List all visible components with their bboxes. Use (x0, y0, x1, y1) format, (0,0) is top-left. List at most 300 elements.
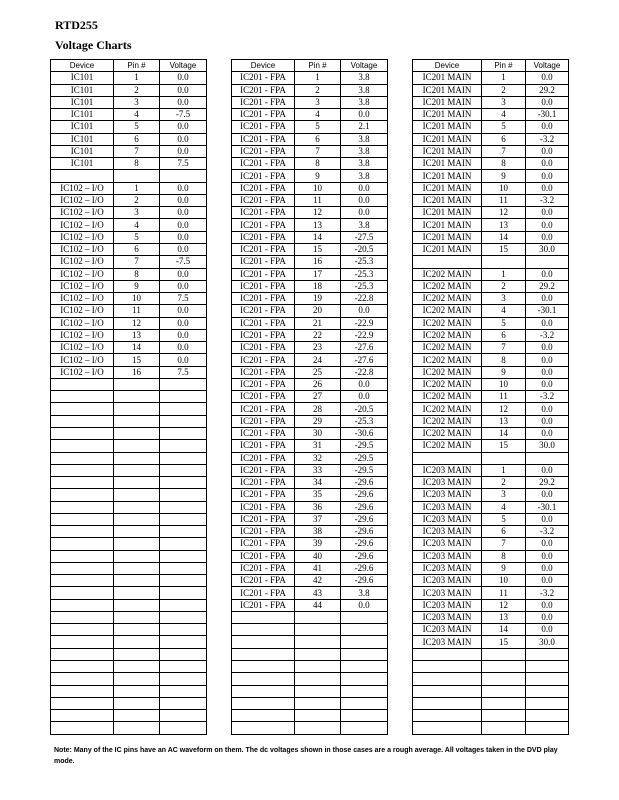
voltage-cell: 0.0 (160, 280, 207, 292)
pin-cell: 3 (114, 96, 160, 108)
pin-cell: 5 (482, 317, 526, 329)
table-row (51, 501, 207, 513)
voltage-cell: -30.6 (341, 427, 388, 439)
device-cell (51, 501, 114, 513)
voltage-cell: -29.6 (341, 489, 388, 501)
voltage-cell: 0.0 (526, 464, 569, 476)
table-row (51, 170, 207, 182)
table-row (51, 342, 207, 354)
table-row (413, 464, 569, 476)
voltage-cell: 29.2 (526, 84, 569, 96)
pin-cell (482, 697, 526, 709)
table-header-row (413, 60, 569, 72)
voltage-cell (160, 489, 207, 501)
voltage-cell: -29.6 (341, 501, 388, 513)
pin-cell: 11 (482, 194, 526, 206)
table-row (51, 305, 207, 317)
device-cell: IC201 - FPA (232, 280, 295, 292)
table-row (51, 378, 207, 390)
voltage-cell: -25.3 (341, 256, 388, 268)
device-cell: IC201 - FPA (232, 145, 295, 157)
table-row (51, 268, 207, 280)
device-cell: IC201 MAIN (413, 231, 482, 243)
pin-cell (482, 256, 526, 268)
device-cell: IC201 - FPA (232, 550, 295, 562)
device-cell: IC202 MAIN (413, 268, 482, 280)
device-cell (413, 685, 482, 697)
pin-cell: 31 (295, 440, 341, 452)
pin-cell (114, 599, 160, 611)
voltage-cell: 0.0 (526, 207, 569, 219)
voltage-cell: -22.8 (341, 366, 388, 378)
pin-cell (114, 452, 160, 464)
pin-cell (295, 636, 341, 648)
table-row (413, 96, 569, 108)
device-cell: IC102 – I/O (51, 329, 114, 341)
pin-cell: 3 (114, 207, 160, 219)
voltage-cell: 0.0 (160, 121, 207, 133)
device-cell: IC202 MAIN (413, 427, 482, 439)
pin-cell: 9 (482, 170, 526, 182)
table-row (51, 329, 207, 341)
device-cell: IC203 MAIN (413, 538, 482, 550)
table-row (232, 231, 388, 243)
table-row (413, 121, 569, 133)
table-row (232, 354, 388, 366)
table-row (413, 562, 569, 574)
footnote: Note: Many of the IC pins have an AC waveform on them. The dc voltages shown in those cases are a rough average. All voltages taken in the DVD play mode. (54, 747, 558, 765)
voltage-cell (160, 575, 207, 587)
voltage-cell: -29.6 (341, 477, 388, 489)
voltage-cell (160, 697, 207, 709)
pin-cell: 12 (482, 599, 526, 611)
pin-cell: 8 (295, 158, 341, 170)
pin-cell: 3 (482, 489, 526, 501)
pin-cell: 22 (295, 329, 341, 341)
pin-cell: 12 (482, 403, 526, 415)
device-cell: IC201 MAIN (413, 219, 482, 231)
voltage-cell: 0.0 (160, 194, 207, 206)
device-cell (51, 587, 114, 599)
device-cell: IC101 (51, 158, 114, 170)
table-row (413, 317, 569, 329)
voltage-cell (526, 648, 569, 660)
pin-cell: 16 (114, 366, 160, 378)
table-row (51, 366, 207, 378)
device-cell: IC201 - FPA (232, 452, 295, 464)
pin-cell: 11 (295, 194, 341, 206)
voltage-cell (160, 415, 207, 427)
pin-cell (295, 611, 341, 623)
voltage-cell: 0.0 (526, 489, 569, 501)
device-cell: IC201 - FPA (232, 72, 295, 84)
device-cell: IC201 - FPA (232, 489, 295, 501)
pin-cell (114, 538, 160, 550)
device-cell: IC102 – I/O (51, 194, 114, 206)
voltage-cell (341, 636, 388, 648)
voltage-cell: 0.0 (526, 513, 569, 525)
pin-cell: 41 (295, 562, 341, 574)
device-cell: IC203 MAIN (413, 526, 482, 538)
pin-cell: 26 (295, 378, 341, 390)
table-row (413, 575, 569, 587)
pin-cell: 10 (295, 182, 341, 194)
voltage-cell: -22.8 (341, 293, 388, 305)
voltage-cell (526, 710, 569, 722)
table-row (232, 391, 388, 403)
device-cell (51, 550, 114, 562)
voltage-cell: 0.0 (160, 354, 207, 366)
device-cell (413, 661, 482, 673)
table-row (51, 710, 207, 722)
pin-cell: 2 (482, 477, 526, 489)
voltage-cell: 0.0 (160, 182, 207, 194)
table-row (413, 231, 569, 243)
pin-cell: 9 (295, 170, 341, 182)
pin-cell (482, 661, 526, 673)
table-row (51, 293, 207, 305)
device-cell: IC101 (51, 109, 114, 121)
voltage-cell: -29.6 (341, 538, 388, 550)
device-cell (51, 562, 114, 574)
pin-cell: 7 (482, 342, 526, 354)
voltage-cell: -3.2 (526, 133, 569, 145)
table-row (413, 415, 569, 427)
voltage-cell: 0.0 (526, 96, 569, 108)
device-cell (51, 391, 114, 403)
device-cell: IC102 – I/O (51, 231, 114, 243)
voltage-table-1 (50, 59, 207, 735)
pin-header: Pin # (295, 60, 341, 72)
table-row (232, 219, 388, 231)
table-row (413, 194, 569, 206)
voltage-cell: -25.3 (341, 268, 388, 280)
voltage-cell (160, 685, 207, 697)
table-row (232, 72, 388, 84)
pin-cell: 6 (114, 243, 160, 255)
device-cell (51, 673, 114, 685)
pin-cell (114, 722, 160, 734)
pin-cell: 5 (482, 121, 526, 133)
device-cell (413, 710, 482, 722)
pin-cell (114, 477, 160, 489)
device-cell: IC201 - FPA (232, 231, 295, 243)
device-cell (232, 648, 295, 660)
pin-cell (114, 710, 160, 722)
table-row (51, 158, 207, 170)
voltage-cell (341, 611, 388, 623)
voltage-cell (526, 685, 569, 697)
table-header-row (232, 60, 388, 72)
table-row (232, 121, 388, 133)
voltage-cell: 0.0 (160, 317, 207, 329)
device-cell (232, 611, 295, 623)
table-row (413, 710, 569, 722)
table-row (413, 329, 569, 341)
voltage-cell: 0.0 (160, 243, 207, 255)
table-row (232, 673, 388, 685)
pin-cell: 36 (295, 501, 341, 513)
table-row (51, 611, 207, 623)
table-row (232, 685, 388, 697)
table-row (413, 207, 569, 219)
pin-cell: 30 (295, 427, 341, 439)
voltage-cell: -29.6 (341, 526, 388, 538)
table-row (51, 354, 207, 366)
voltage-cell: 0.0 (526, 575, 569, 587)
device-cell (51, 403, 114, 415)
device-cell (51, 697, 114, 709)
voltage-cell: 0.0 (526, 427, 569, 439)
pin-cell: 14 (482, 624, 526, 636)
device-cell: IC201 - FPA (232, 378, 295, 390)
device-cell: IC201 - FPA (232, 268, 295, 280)
pin-cell: 7 (482, 145, 526, 157)
pin-cell (482, 722, 526, 734)
table-row (232, 145, 388, 157)
voltage-cell (341, 710, 388, 722)
voltage-cell: 3.8 (341, 96, 388, 108)
voltage-cell: 30.0 (526, 636, 569, 648)
table-row (51, 624, 207, 636)
pin-cell (114, 636, 160, 648)
device-cell: IC201 - FPA (232, 464, 295, 476)
device-cell: IC201 - FPA (232, 121, 295, 133)
voltage-cell (160, 378, 207, 390)
voltage-cell (160, 452, 207, 464)
device-cell: IC201 - FPA (232, 133, 295, 145)
voltage-cell: -22.9 (341, 329, 388, 341)
table-row (232, 562, 388, 574)
voltage-cell: 0.0 (341, 305, 388, 317)
device-cell: IC203 MAIN (413, 501, 482, 513)
voltage-cell: -27.6 (341, 354, 388, 366)
device-cell: IC203 MAIN (413, 477, 482, 489)
pin-cell: 21 (295, 317, 341, 329)
voltage-cell (160, 513, 207, 525)
table-row (51, 121, 207, 133)
table-row (232, 550, 388, 562)
voltage-table-2 (231, 59, 388, 735)
voltage-cell: -3.2 (526, 329, 569, 341)
device-cell: IC201 - FPA (232, 109, 295, 121)
pin-cell: 8 (482, 354, 526, 366)
document-title: RTD255 (55, 18, 98, 32)
pin-cell (114, 501, 160, 513)
pin-cell: 12 (295, 207, 341, 219)
voltage-cell (160, 722, 207, 734)
pin-cell (114, 550, 160, 562)
device-cell: IC201 - FPA (232, 219, 295, 231)
device-cell (232, 710, 295, 722)
pin-cell (114, 587, 160, 599)
pin-cell: 20 (295, 305, 341, 317)
pin-cell (114, 526, 160, 538)
device-cell: IC102 – I/O (51, 342, 114, 354)
device-cell (413, 256, 482, 268)
pin-cell: 25 (295, 366, 341, 378)
pin-cell (295, 685, 341, 697)
voltage-cell (160, 673, 207, 685)
device-cell: IC201 - FPA (232, 587, 295, 599)
device-cell (232, 636, 295, 648)
table-row (413, 685, 569, 697)
voltage-cell: 7.5 (160, 366, 207, 378)
device-cell (413, 697, 482, 709)
table-row (413, 648, 569, 660)
device-cell: IC202 MAIN (413, 329, 482, 341)
pin-cell: 7 (114, 256, 160, 268)
device-cell: IC201 - FPA (232, 329, 295, 341)
device-cell: IC201 MAIN (413, 158, 482, 170)
pin-cell: 4 (482, 109, 526, 121)
voltage-cell: -29.6 (341, 513, 388, 525)
device-cell: IC102 – I/O (51, 268, 114, 280)
table-row (232, 661, 388, 673)
table-row (51, 697, 207, 709)
table-row (232, 403, 388, 415)
voltage-cell: 0.0 (341, 194, 388, 206)
table-row (413, 636, 569, 648)
device-cell (232, 661, 295, 673)
device-cell: IC102 – I/O (51, 207, 114, 219)
voltage-cell: 0.0 (160, 96, 207, 108)
table-row (232, 452, 388, 464)
pin-cell: 15 (295, 243, 341, 255)
table-row (232, 538, 388, 550)
device-header: Device (413, 60, 482, 72)
voltage-cell: 0.0 (160, 305, 207, 317)
table-row (413, 243, 569, 255)
pin-cell: 14 (482, 231, 526, 243)
table-row (232, 182, 388, 194)
table-row (232, 710, 388, 722)
device-cell: IC202 MAIN (413, 317, 482, 329)
device-cell (51, 489, 114, 501)
table-row (232, 268, 388, 280)
device-cell: IC202 MAIN (413, 415, 482, 427)
device-cell (413, 722, 482, 734)
table-row (232, 170, 388, 182)
pin-cell: 7 (482, 538, 526, 550)
table-header-row (51, 60, 207, 72)
device-cell (51, 415, 114, 427)
voltage-cell (341, 722, 388, 734)
voltage-cell: 3.8 (341, 158, 388, 170)
pin-cell: 15 (482, 243, 526, 255)
pin-cell: 3 (482, 293, 526, 305)
voltage-cell (160, 599, 207, 611)
device-cell (232, 685, 295, 697)
pin-cell (482, 685, 526, 697)
table-row (51, 84, 207, 96)
pin-cell (114, 440, 160, 452)
table-row (232, 305, 388, 317)
table-row (51, 280, 207, 292)
table-row (51, 415, 207, 427)
voltage-cell (526, 697, 569, 709)
device-cell: IC201 - FPA (232, 317, 295, 329)
voltage-cell: -29.5 (341, 440, 388, 452)
voltage-cell: 0.0 (526, 121, 569, 133)
table-row (51, 636, 207, 648)
device-cell: IC201 - FPA (232, 96, 295, 108)
voltage-cell: 3.8 (341, 219, 388, 231)
voltage-cell: -30.1 (526, 305, 569, 317)
table-row (413, 513, 569, 525)
voltage-cell: -29.6 (341, 562, 388, 574)
pin-cell: 4 (295, 109, 341, 121)
device-cell: IC203 MAIN (413, 599, 482, 611)
table-row (413, 305, 569, 317)
table-row (413, 219, 569, 231)
table-row (51, 96, 207, 108)
pin-header: Pin # (482, 60, 526, 72)
table-row (51, 599, 207, 611)
voltage-cell (160, 440, 207, 452)
table-row (413, 427, 569, 439)
table-row (413, 587, 569, 599)
device-cell (51, 636, 114, 648)
table-row (413, 501, 569, 513)
voltage-cell: 0.0 (526, 378, 569, 390)
voltage-cell: 0.0 (160, 231, 207, 243)
device-cell (51, 685, 114, 697)
voltage-cell: -3.2 (526, 587, 569, 599)
pin-cell: 40 (295, 550, 341, 562)
device-cell: IC201 - FPA (232, 293, 295, 305)
table-row (413, 256, 569, 268)
pin-cell: 11 (482, 587, 526, 599)
device-cell: IC201 - FPA (232, 599, 295, 611)
device-cell: IC101 (51, 72, 114, 84)
table-row (232, 477, 388, 489)
pin-cell: 4 (114, 219, 160, 231)
pin-cell: 16 (295, 256, 341, 268)
device-cell: IC102 – I/O (51, 354, 114, 366)
table-row (51, 182, 207, 194)
voltage-cell: -3.2 (526, 194, 569, 206)
table-row (413, 145, 569, 157)
pin-cell: 43 (295, 587, 341, 599)
pin-cell (114, 648, 160, 660)
table-row (232, 280, 388, 292)
pin-cell: 35 (295, 489, 341, 501)
device-cell: IC102 – I/O (51, 182, 114, 194)
device-cell (51, 575, 114, 587)
voltage-cell: 0.0 (526, 268, 569, 280)
device-cell: IC201 - FPA (232, 440, 295, 452)
pin-cell (114, 661, 160, 673)
table-row (51, 562, 207, 574)
voltage-cell: -25.3 (341, 280, 388, 292)
voltage-cell (160, 636, 207, 648)
voltage-cell: -20.5 (341, 403, 388, 415)
device-cell: IC202 MAIN (413, 305, 482, 317)
pin-cell: 4 (114, 109, 160, 121)
pin-cell (114, 403, 160, 415)
device-cell: IC201 - FPA (232, 538, 295, 550)
voltage-cell: 0.0 (160, 329, 207, 341)
device-cell: IC201 MAIN (413, 182, 482, 194)
table-row (413, 440, 569, 452)
table-row (51, 661, 207, 673)
pin-cell (114, 624, 160, 636)
pin-cell (482, 452, 526, 464)
pin-cell: 44 (295, 599, 341, 611)
voltage-cell: 0.0 (526, 415, 569, 427)
pin-cell: 6 (295, 133, 341, 145)
